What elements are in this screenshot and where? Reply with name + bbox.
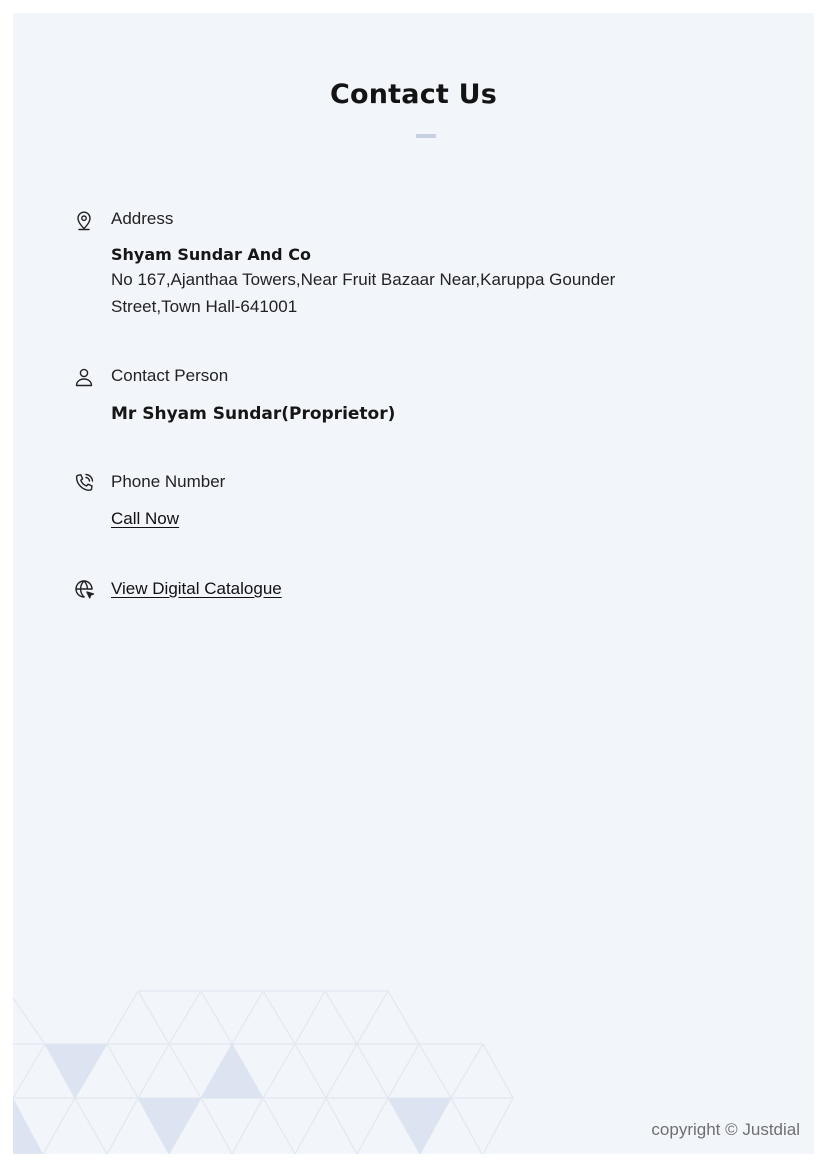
call-now-link[interactable]: Call Now (111, 509, 180, 528)
address-text (111, 266, 671, 320)
address-line-1: No 167,Ajanthaa Towers,Near Fruit Bazaar Near,Karuppa Gounder (111, 270, 616, 289)
contact-page (13, 13, 814, 1154)
globe-cursor-icon (73, 578, 95, 600)
business-name: Shyam Sundar And Co (111, 245, 311, 264)
page-title: Contact Us (329, 79, 498, 110)
title-underline (416, 134, 436, 138)
location-pin-icon (73, 209, 95, 231)
address-line-2: Street,Town Hall-641001 (111, 297, 298, 316)
contact-person-label: Contact Person (111, 366, 229, 385)
phone-icon (73, 472, 95, 494)
decorative-triangle-pattern (13, 988, 533, 1154)
view-digital-catalogue-link[interactable]: View Digital Catalogue (111, 579, 282, 598)
address-label: Address (111, 209, 174, 228)
person-icon (73, 366, 95, 388)
contact-person-name: Mr Shyam Sundar(Proprietor) (111, 404, 396, 424)
phone-label: Phone Number (111, 472, 226, 491)
copyright-text: copyright © Justdial (651, 1120, 800, 1139)
